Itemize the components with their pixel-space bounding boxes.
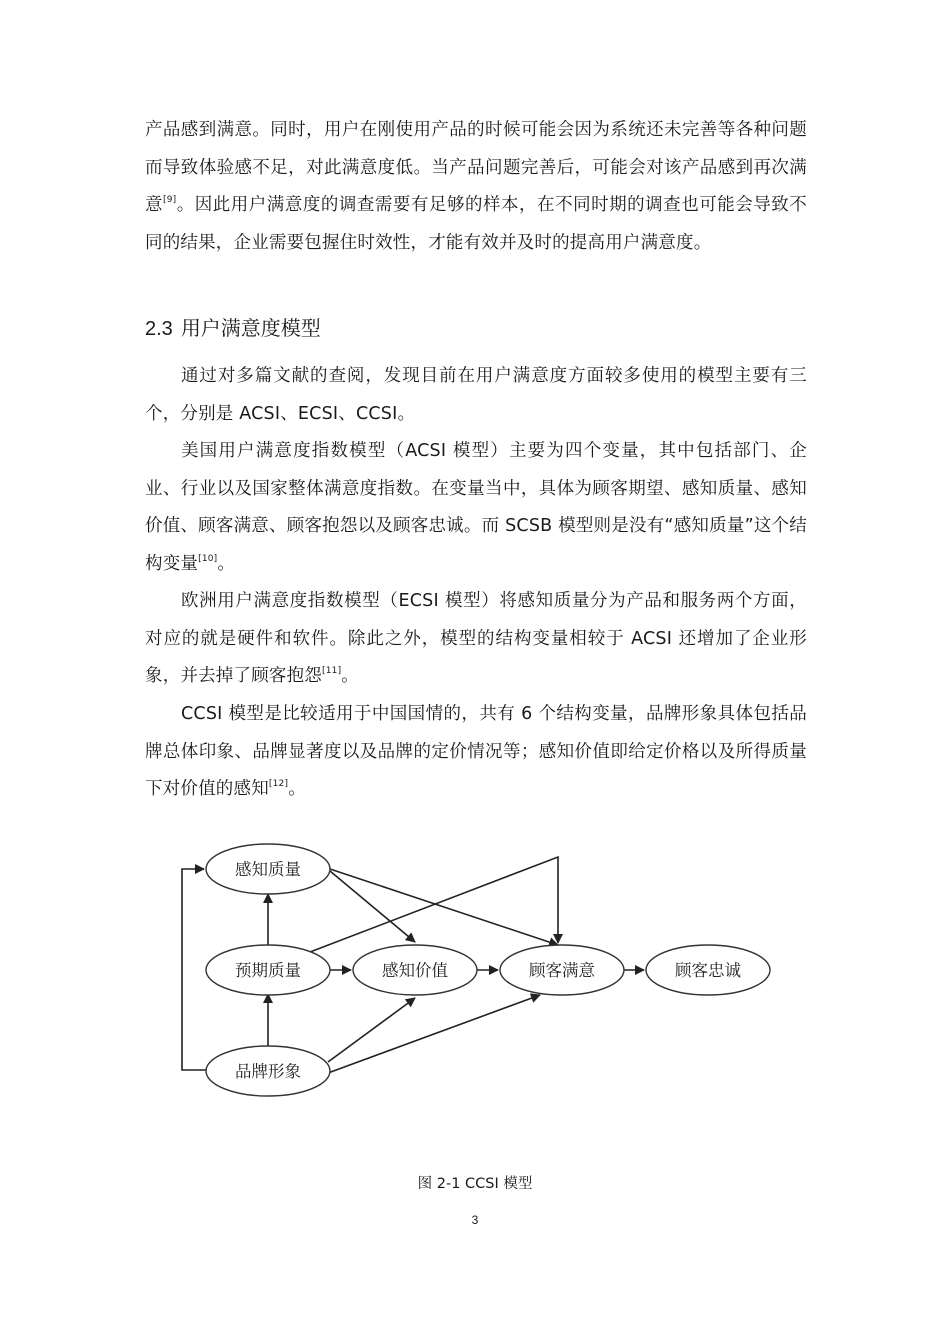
paragraph-intro-continuation <box>145 112 807 262</box>
paragraph-text: 。 <box>341 666 359 687</box>
edge-brand-to-perceived-quality-loop <box>182 869 207 1070</box>
edge-quality-to-satisfaction <box>330 869 558 945</box>
paragraph-text: CCSI 模型是比较适用于中国国情的，共有 6 个结构变量，品牌形象具体包括品牌总体印象、品牌显著度以及品牌的定价情况等；感知价值即给定价格以及所得质量下对价值的感知 <box>145 704 807 800</box>
node-customer-satisfaction <box>500 945 624 995</box>
edge-quality-to-value <box>330 871 415 942</box>
paragraph-acsi <box>145 433 807 583</box>
paragraph-models-overview <box>145 358 807 433</box>
citation-ref: [11] <box>322 666 342 677</box>
paragraph-ecsi <box>145 583 807 696</box>
node-label: 感知质量 <box>235 860 301 879</box>
paragraph-text: 。 <box>288 779 306 800</box>
paragraph-ccsi <box>145 696 807 809</box>
node-customer-loyalty <box>646 945 770 995</box>
figure-caption: 图 2-1 CCSI 模型 <box>417 1176 533 1192</box>
paragraph-text: 。因此用户满意度的调查需要有足够的样本，在不同时期的调查也可能会导致不同的结果，企业需要包握住时效性，才能有效并及时的提高用户满意度。 <box>145 195 808 253</box>
paragraph-text: 美国用户满意度指数模型（ACSI 模型）主要为四个变量，其中包括部门、企业、行业以及国家整体满意度指数。在变量当中，具体为顾客期望、感知质量、感知价值、顾客满意、顾客抱怨以及顾客忠诚。而 SCSB 模型则是没有“感知质量”这个结构变量 <box>145 441 807 574</box>
section-heading <box>145 312 321 341</box>
paragraph-text: 。 <box>217 553 236 574</box>
node-label: 顾客满意 <box>529 961 595 980</box>
section-number: 2.3 <box>145 318 173 340</box>
citation-ref: [10] <box>198 553 218 564</box>
edge-brand-to-value <box>328 998 415 1062</box>
node-perceived-quality <box>206 844 330 894</box>
paragraph-text: 产品感到满意。同时，用户在刚使用产品的时候可能会因为系统还未完善等各种问题而导致体验感不足，对此满意度低。当产品问题完善后，可能会对该产品感到再次满意 <box>145 120 807 216</box>
node-expected-quality <box>206 945 330 995</box>
page-number: 3 <box>471 1213 479 1227</box>
node-perceived-value <box>353 945 477 995</box>
node-label: 顾客忠诚 <box>675 961 741 980</box>
node-label: 预期质量 <box>235 961 301 980</box>
citation-ref: [9] <box>163 195 177 206</box>
paragraph-text: 欧洲用户满意度指数模型（ECSI 模型）将感知质量分为产品和服务两个方面，对应的就是硬件和软件。除此之外，模型的结构变量相较于 ACSI 还增加了企业形象，并去掉了顾客抱怨 <box>145 591 807 687</box>
citation-ref: [12] <box>268 779 289 790</box>
section-title: 用户满意度模型 <box>180 316 321 340</box>
paragraph-text: 通过对多篇文献的查阅，发现目前在用户满意度方面较多使用的模型主要有三个，分别是 ACSI、ECSI、CCSI。 <box>145 366 807 424</box>
edge-expected-to-satisfaction <box>310 857 558 952</box>
node-label: 品牌形象 <box>235 1062 301 1081</box>
ccsi-model-diagram <box>170 835 780 1105</box>
edge-brand-to-satisfaction <box>328 995 540 1073</box>
node-brand-image <box>206 1046 330 1096</box>
node-label: 感知价值 <box>382 961 448 980</box>
